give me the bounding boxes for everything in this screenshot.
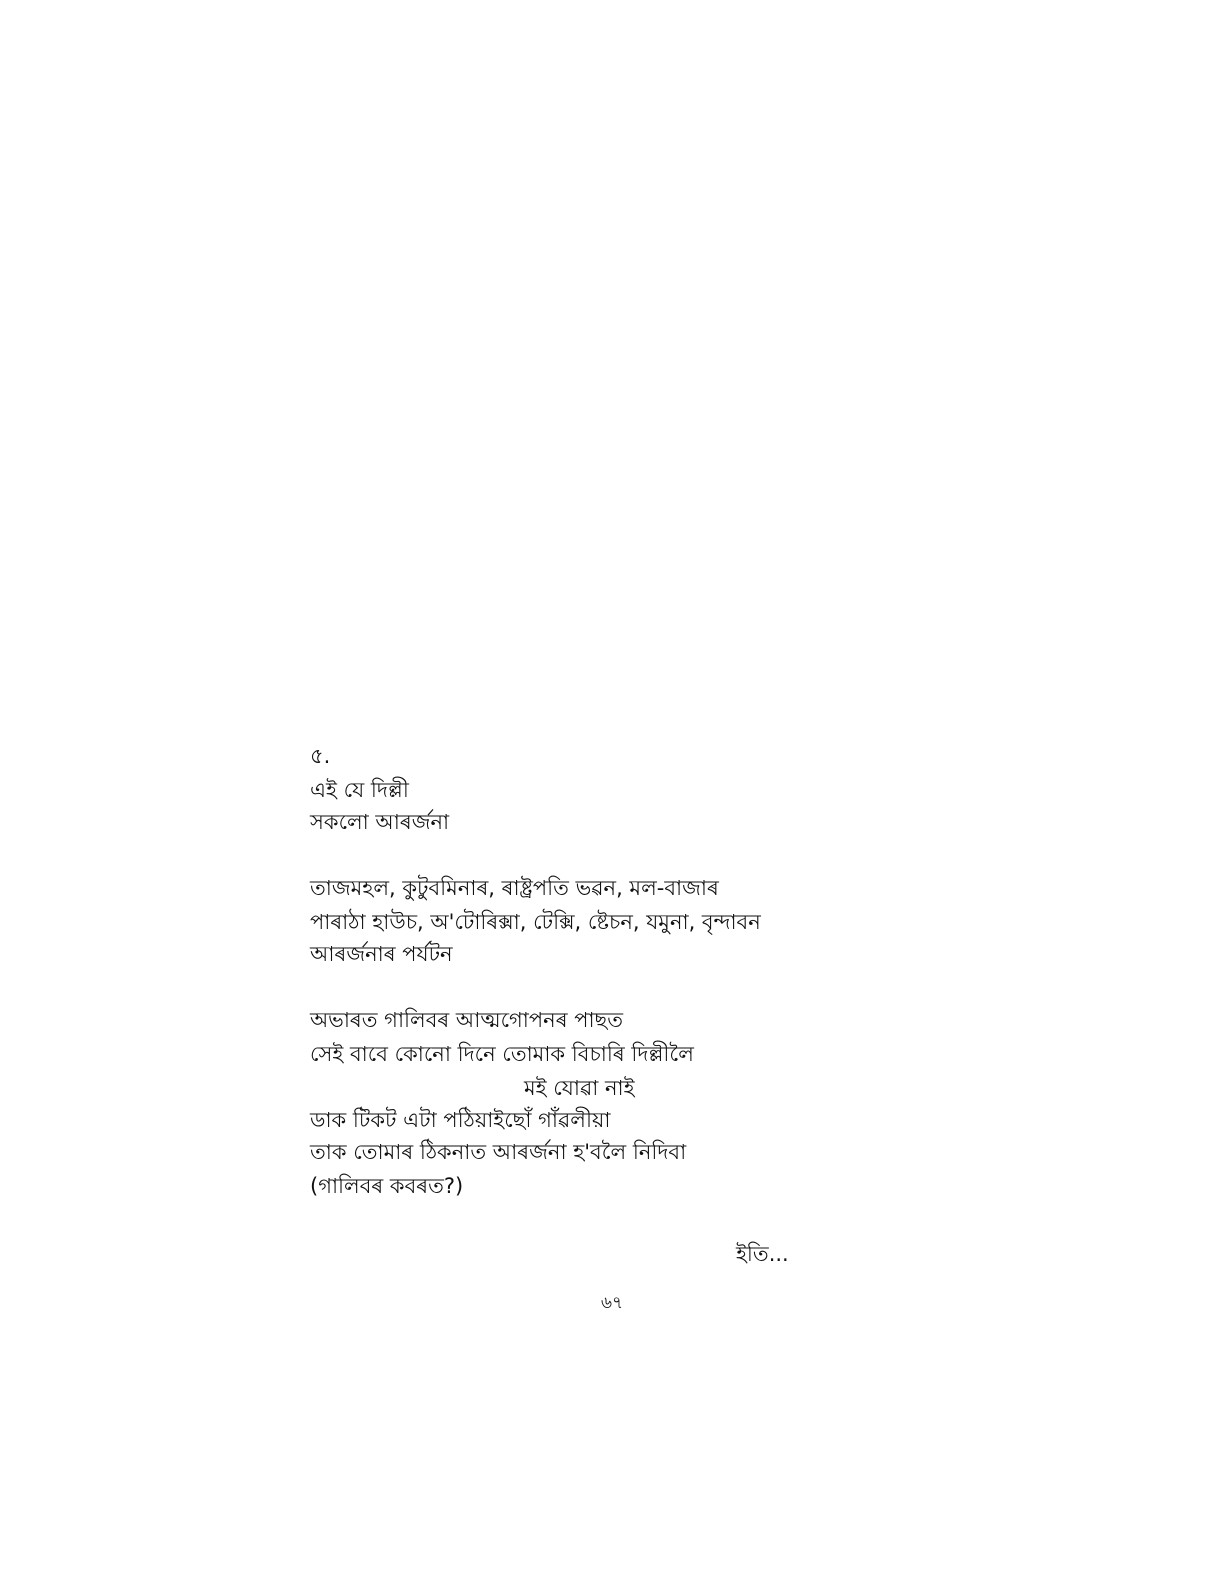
poem-ending: ইতি... (736, 1242, 789, 1266)
poem-line: সকলো আৰৰ্জনা (310, 810, 450, 834)
poem-line: ডাক টিকট এটা পঠিয়াইছোঁ গাঁৱলীয়া (310, 1108, 611, 1132)
page-number: ৬৭ (600, 1293, 624, 1313)
poem-line: তাক তোমাৰ ঠিকনাত আৰৰ্জনা হ'বলৈ নিদিবা (310, 1140, 687, 1164)
poem-line: এই যে দিল্লী (310, 778, 409, 802)
poem-line: অভাৰত গালিবৰ আত্মগোপনৰ পাছত (310, 1008, 624, 1032)
poem-line: মই যোৱা নাই (524, 1076, 635, 1100)
poem-line: তাজমহল, কুটুবমিনাৰ, ৰাষ্ট্ৰপতি ভৱন, মল-বাজাৰ (310, 876, 719, 900)
poem-line: সেই বাবে কোনো দিনে তোমাক বিচাৰি দিল্লীলৈ (310, 1042, 694, 1066)
poem-line: (গালিবৰ কবৰত?) (310, 1174, 464, 1198)
poem-line: আৰৰ্জনাৰ পৰ্যটন (310, 942, 453, 966)
poem-line: পাৰাঠা হাউচ, অ'টোৰিক্সা, টেক্সি, ষ্টেচন, যমুনা, বৃন্দাবন (310, 910, 761, 934)
poem-number: ৫. (310, 744, 331, 768)
